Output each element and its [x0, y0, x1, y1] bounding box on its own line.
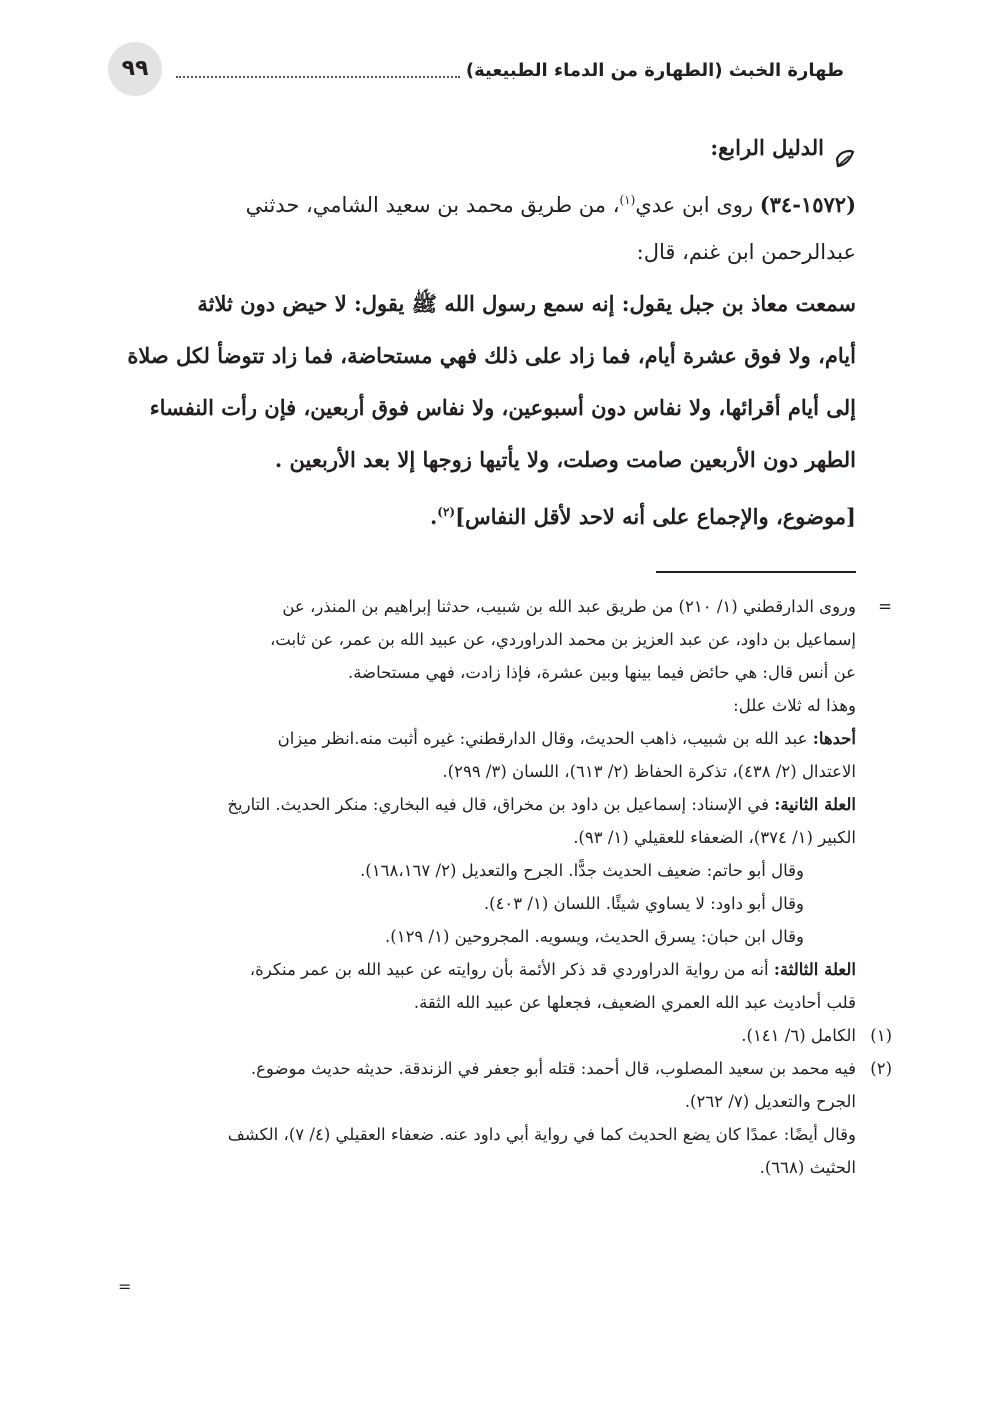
- footnote-line: العلة الثانية: في الإسناد: إسماعيل بن داود بن مخراق، قال فيه البخاري: منكر الحديث. التاريخ: [227, 795, 856, 814]
- leaf-bullet-icon: [834, 137, 856, 159]
- hadith-number: (١٥٧٢-٣٤): [759, 192, 856, 217]
- footnote-line: وقال أيضًا: عمدًا كان يضع الحديث كما في رواية أبي داود عنه. ضعفاء العقيلي (٤/ ٧)، الكشف: [227, 1125, 856, 1144]
- main-text: [120, 122, 856, 538]
- footnote-line: الحثيث (٦٦٨).: [759, 1158, 856, 1177]
- intro-text-b: ، من طريق محمد بن سعيد الشامي، حدثني: [245, 193, 620, 217]
- footnote-ref-2[interactable]: (٢): [437, 505, 456, 519]
- hadith-line: الطهر دون الأربعين صامت وصلت، ولا يأتيها زوجها إلا بعد الأربعين .: [274, 447, 856, 472]
- verdict-text: [موضوع، والإجماع على أنه لاحد لأقل النفاس]: [455, 504, 856, 529]
- continuation-mark: =: [878, 597, 892, 616]
- footnote-line: وقال أبو حاتم: ضعيف الحديث جدًّا. الجرح والتعديل (٢/ ١٦٨،١٦٧).: [360, 861, 804, 880]
- footnote-line: وقال أبو داود: لا يساوي شيئًا. اللسان (١/ ٤٠٣).: [483, 894, 804, 913]
- hadith-line: أيام، ولا فوق عشرة أيام، فما زاد على ذلك فهي مستحاضة، فما زاد تتوضأ لكل صلاة: [127, 343, 856, 368]
- footnote-1: (١) الكامل (٦/ ١٤١).: [118, 1019, 856, 1052]
- running-header: [176, 52, 844, 86]
- running-title: طهارة الخبث (الطهارة من الدماء الطبيعية): [465, 60, 844, 81]
- footnote-number: (٢): [870, 1059, 892, 1078]
- header-dot-leader: [176, 75, 460, 78]
- footnote-line: وهذا له ثلاث علل:: [733, 696, 856, 715]
- paragraph-intro-line-2: عبدالرحمن ابن غنم، قال:: [636, 240, 856, 264]
- intro-text-a: روى ابن عدي: [635, 193, 760, 217]
- continuation-mark-end: =: [118, 1277, 132, 1296]
- verdict-end: .: [429, 504, 438, 529]
- section-heading: [120, 122, 856, 174]
- hadith-line: سمعت معاذ بن جبل يقول: إنه سمع رسول الله ﷺ يقول: لا حيض دون ثلاثة: [197, 291, 856, 316]
- verdict-line: [120, 486, 856, 538]
- footnote-line: = وروى الدارقطني (١/ ٢١٠) من طريق عبد الله بن شبيب، حدثنا إبراهيم بن المنذر، عن: [118, 590, 856, 623]
- footnote-ref-1[interactable]: (١): [619, 193, 636, 207]
- footnote-separator: [656, 571, 856, 573]
- footnote-line: الكبير (١/ ٣٧٤)، الضعفاء للعقيلي (١/ ٩٣).: [573, 828, 856, 847]
- footnote-line: وقال ابن حبان: يسرق الحديث، ويسويه. المجروحين (١/ ١٢٩).: [385, 927, 804, 946]
- page-number: ٩٩: [108, 42, 162, 96]
- hadith-line: إلى أيام أقرائها، ولا نفاس دون أسبوعين، ولا نفاس فوق أربعين، فإن رأت النفساء: [149, 395, 856, 420]
- footnote-line: قلب أحاديث عبد الله العمري الضعيف، فجعلها عن عبيد الله الثقة.: [413, 993, 856, 1012]
- footnotes: [118, 590, 892, 1184]
- footnote-line: إسماعيل بن داود، عن عبد العزيز بن محمد الدراوردي، عن عبيد الله بن عمر، عن ثابت،: [269, 630, 856, 649]
- footnote-2: (٢) فيه محمد بن سعيد المصلوب، قال أحمد: قتله أبو جعفر في الزندقة. حديثه حديث موضوع.: [118, 1052, 856, 1085]
- footnote-number: (١): [870, 1026, 892, 1045]
- footnote-line: أحدها: عبد الله بن شبيب، ذاهب الحديث، وقال الدارقطني: غيره أثبت منه.انظر ميزان: [277, 729, 856, 748]
- heading-text: الدليل الرابع:: [710, 135, 824, 160]
- footnote-line: الاعتدال (٢/ ٤٣٨)، تذكرة الحفاظ (٢/ ٦١٣)، اللسان (٣/ ٢٩٩).: [442, 762, 856, 781]
- footnote-line: العلة الثالثة: أنه من رواية الدراوردي قد ذكر الأئمة بأن روايته عن عبيد الله بن عمر منكرة،: [249, 960, 856, 979]
- footnote-line: الجرح والتعديل (٧/ ٢٦٢).: [684, 1092, 856, 1111]
- paragraph-intro-line-1: [120, 174, 856, 226]
- footnote-line: عن أنس قال: هي حائض فيما بينها وبين عشرة، فإذا زادت، فهي مستحاضة.: [347, 663, 856, 682]
